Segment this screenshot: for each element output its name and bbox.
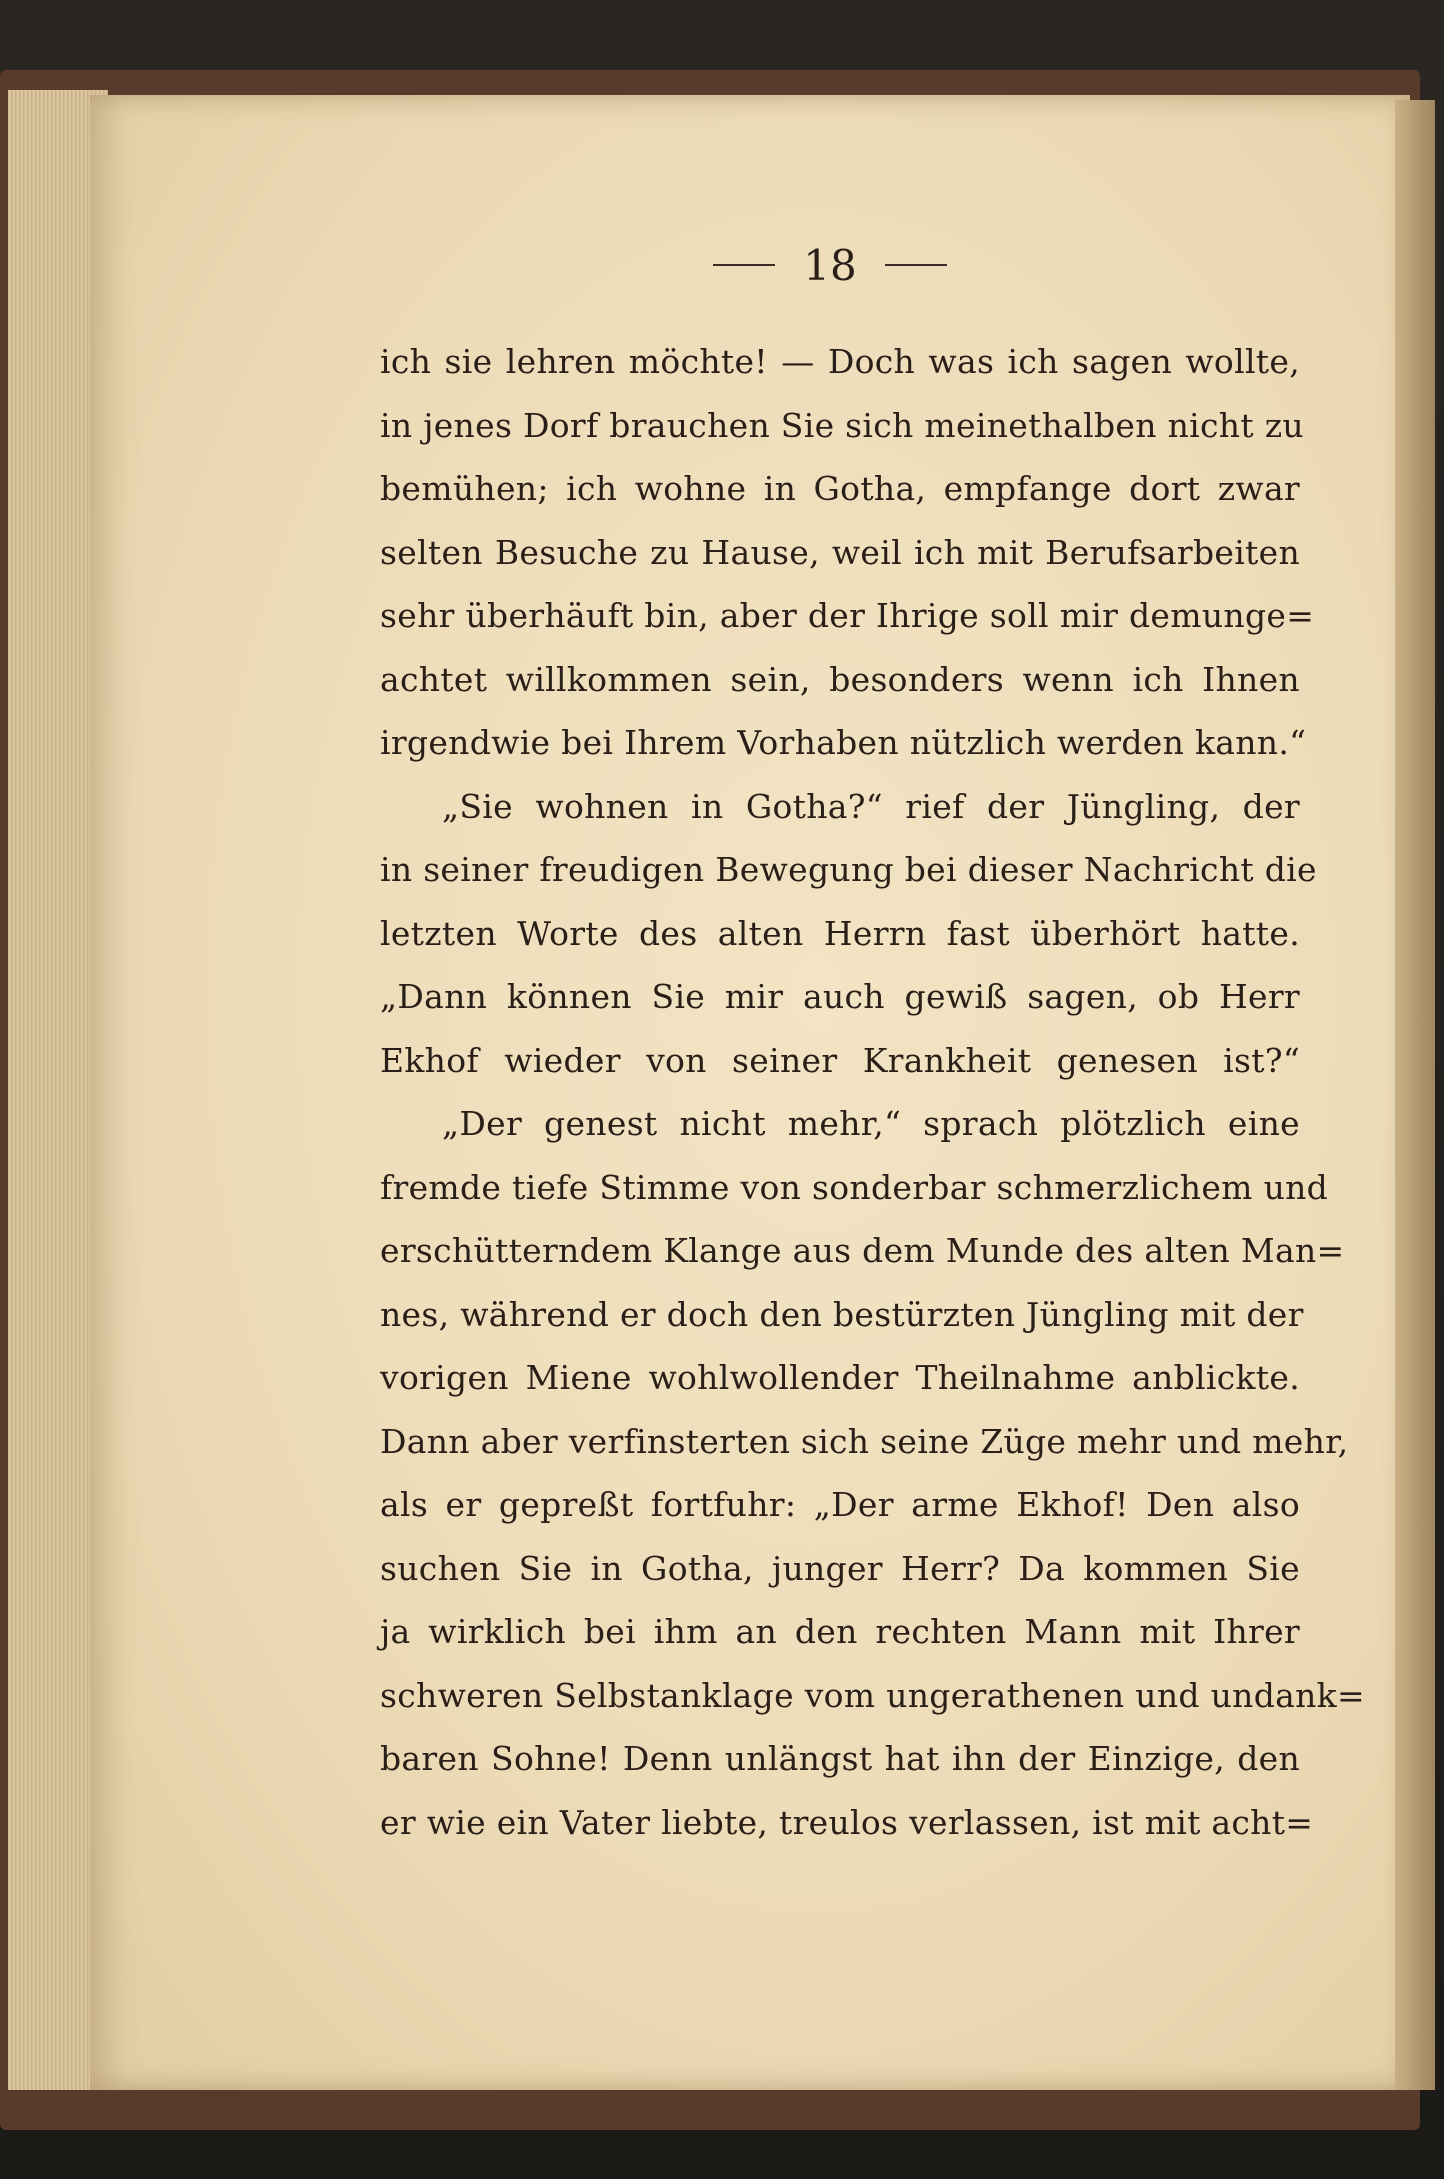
text-line <box>380 1537 1300 1601</box>
text-line-content: erschütterndem Klange aus dem Munde des alten Man= <box>380 1231 1345 1271</box>
text-line <box>380 1600 1300 1664</box>
text-line <box>380 394 1304 458</box>
header-dash-left <box>713 264 775 266</box>
text-line <box>380 1283 1304 1347</box>
text-line <box>380 330 1300 394</box>
text-line-content: „Sie wohnen in Gotha?“ rief der Jüngling, der <box>442 786 1300 826</box>
text-line-content: Ekhof wieder von seiner Krankheit genesen ist?“ <box>380 1040 1300 1080</box>
text-line-content: in seiner freudigen Bewegung bei dieser Nachricht die <box>380 850 1317 890</box>
text-line-content: suchen Sie in Gotha, junger Herr? Da kommen Sie <box>380 1548 1300 1588</box>
text-line <box>380 1727 1300 1791</box>
text-line-content: schweren Selbstanklage vom ungerathenen und undank= <box>380 1675 1365 1715</box>
page-number: 18 <box>803 240 857 290</box>
text-line-content: vorigen Miene wohlwollender Theilnahme anblickte. <box>380 1358 1300 1398</box>
text-line <box>380 1156 1329 1220</box>
text-line-content: „Dann können Sie mir auch gewiß sagen, ob Herr <box>380 977 1300 1017</box>
text-line-content: bemühen; ich wohne in Gotha, empfange dort zwar <box>380 469 1300 509</box>
text-line <box>380 648 1300 712</box>
text-line-content: ich sie lehren möchte! — Doch was ich sagen wollte, <box>380 342 1300 382</box>
text-line <box>380 775 1300 839</box>
text-line-content: Dann aber verfinsterten sich seine Züge mehr und mehr, <box>380 1421 1349 1461</box>
text-line <box>380 1410 1349 1474</box>
text-line-content: baren Sohne! Denn unlängst hat ihn der Einzige, den <box>380 1739 1300 1779</box>
text-line <box>380 1219 1345 1283</box>
text-line-content: er wie ein Vater liebte, treulos verlassen, ist mit acht= <box>380 1802 1314 1842</box>
body-text <box>380 330 1365 1854</box>
text-line-content: irgendwie bei Ihrem Vorhaben nützlich werden kann.“ <box>380 723 1307 763</box>
text-line <box>380 1092 1300 1156</box>
text-line <box>380 1473 1300 1537</box>
text-line <box>380 1346 1300 1410</box>
text-line <box>380 1791 1314 1855</box>
page-header <box>680 235 980 295</box>
text-line <box>380 965 1300 1029</box>
text-line-content: achtet willkommen sein, besonders wenn ich Ihnen <box>380 659 1300 699</box>
text-line <box>380 457 1300 521</box>
text-line <box>380 1664 1365 1728</box>
text-line-content: letzten Worte des alten Herrn fast überhört hatte. <box>380 913 1300 953</box>
text-line <box>380 521 1300 585</box>
text-line <box>380 902 1300 966</box>
text-line-content: in jenes Dorf brauchen Sie sich meinethalben nicht zu <box>380 405 1304 445</box>
text-line-content: „Der genest nicht mehr,“ sprach plötzlich eine <box>442 1104 1300 1144</box>
text-line-content: selten Besuche zu Hause, weil ich mit Berufsarbeiten <box>380 532 1300 572</box>
header-dash-right <box>885 264 947 266</box>
text-line-content: sehr überhäuft bin, aber der Ihrige soll mir demunge= <box>380 596 1315 636</box>
text-line-content: nes, während er doch den bestürzten Jüngling mit der <box>380 1294 1304 1334</box>
text-line <box>380 584 1315 648</box>
text-line-content: fremde tiefe Stimme von sonderbar schmerzlichem und <box>380 1167 1329 1207</box>
text-line <box>380 838 1317 902</box>
binding-shadow <box>1395 100 1435 2090</box>
text-line-content: als er gepreßt fortfuhr: „Der arme Ekhof! Den also <box>380 1485 1300 1525</box>
text-line <box>380 711 1307 775</box>
text-line <box>380 1029 1300 1093</box>
text-line-content: ja wirklich bei ihm an den rechten Mann mit Ihrer <box>380 1612 1300 1652</box>
